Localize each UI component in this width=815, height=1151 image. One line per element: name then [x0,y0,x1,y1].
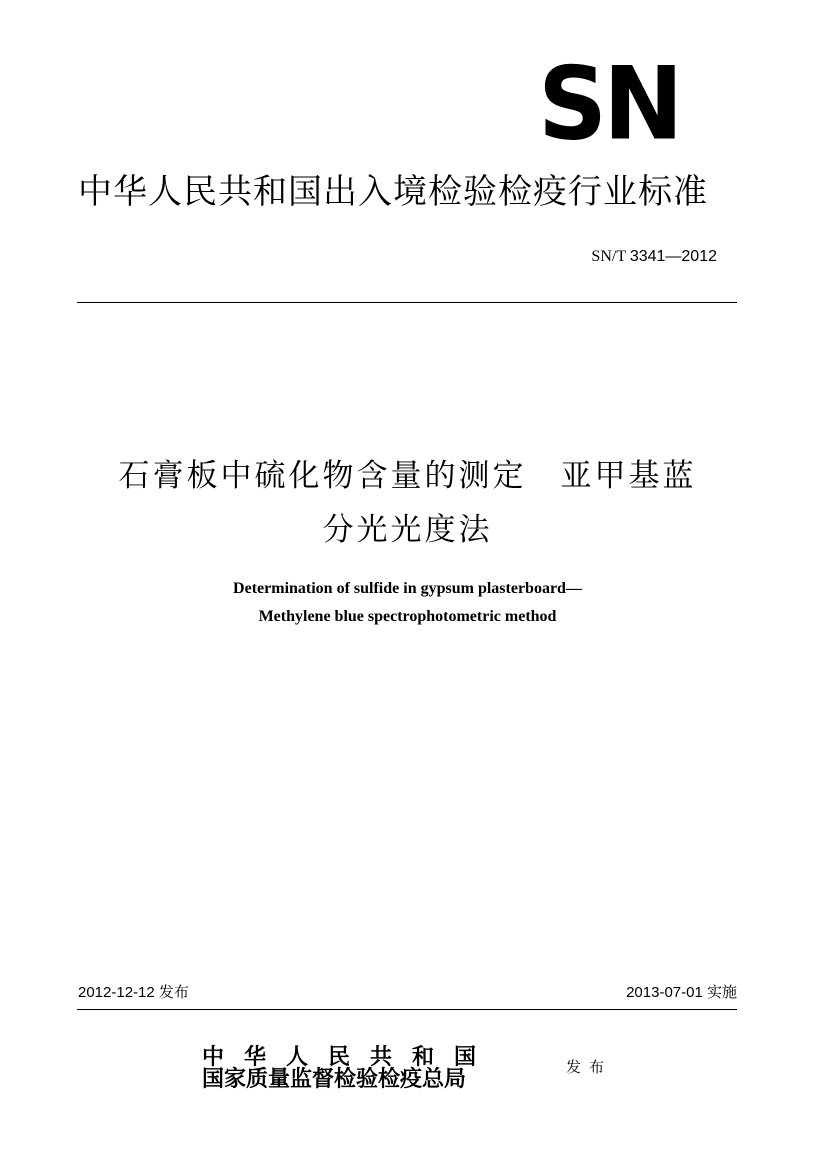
issuer-line2: 国家质量监督检验检疫总局 [202,1066,467,1092]
title-cn-line1: 石膏板中硫化物含量的测定 亚甲基蓝 [118,458,697,494]
title-en-line2: Methylene blue spectrophotometric method [258,608,557,625]
issuing-agency-header: 中华人民共和国出入境检验检疫行业标准 [78,172,708,212]
implementation-date: 2013-07-01 实施 [626,984,737,1001]
title-cn-line2: 分光光度法 [322,512,493,548]
sn-logo: SN [538,45,680,163]
standard-prefix: SN/T [591,248,626,265]
standard-code [591,246,717,268]
standard-number: 3341—2012 [629,248,717,265]
issue-date: 2012-12-12 发布 [78,984,189,1001]
header-divider [77,302,737,303]
issuer-action: 发布 [566,1058,613,1076]
footer-divider [77,1009,737,1010]
title-en-line1: Determination of sulfide in gypsum plasterboard— [233,580,582,597]
issuer-line1: 中华人民共和国 [202,1044,497,1070]
